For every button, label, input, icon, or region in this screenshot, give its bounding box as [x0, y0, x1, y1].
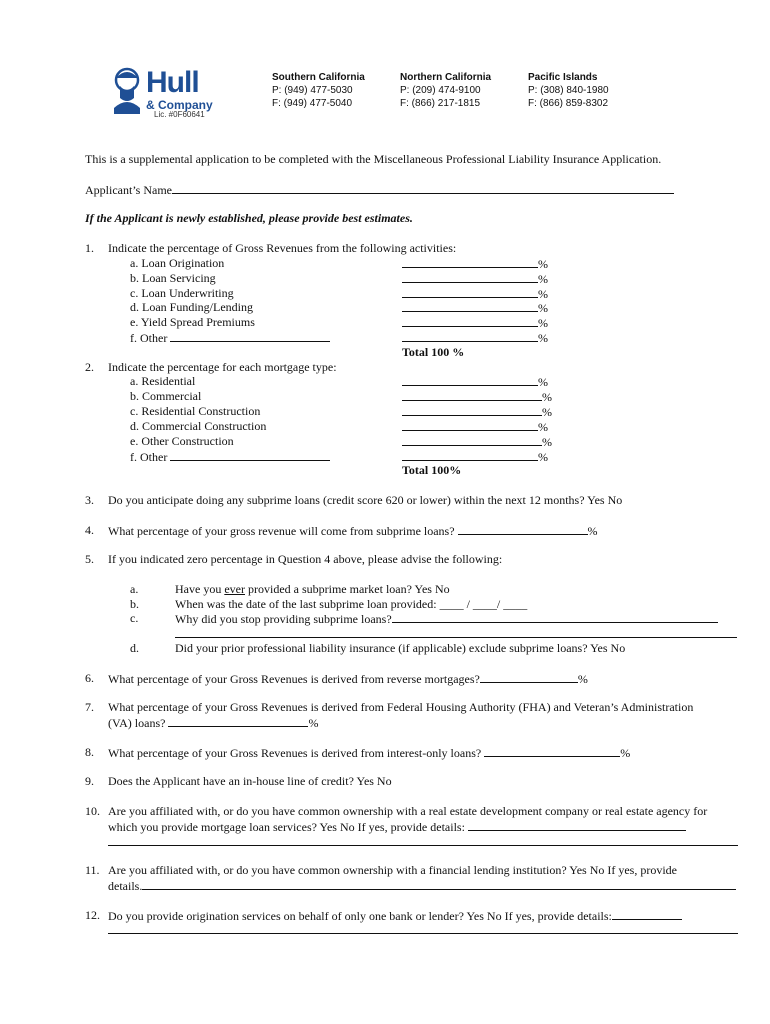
- q2-pct-field[interactable]: [402, 434, 542, 446]
- q2-pct-row: %: [402, 404, 552, 420]
- q11-row: details.: [108, 878, 736, 894]
- q10-second-line: [108, 834, 738, 850]
- q2-number: 2.: [85, 360, 94, 374]
- q5a-row: Have you ever provided a subprime market loan? Yes No: [175, 582, 450, 596]
- q1-pct-field[interactable]: [402, 300, 538, 312]
- q5d-text[interactable]: Did your prior professional liability insurance (if applicable) exclude subprime loans? Yes No: [175, 641, 626, 655]
- q3-number: 3.: [85, 493, 94, 507]
- q1-pct-row: %: [402, 256, 548, 272]
- q12-row: Do you provide origination services on behalf of only one bank or lender? Yes No If yes, provide details:: [108, 908, 682, 924]
- q1-number: 1.: [85, 241, 94, 255]
- q12-details-field[interactable]: [612, 908, 682, 920]
- q5a-yes-no-options[interactable]: provided a subprime market loan? Yes No: [244, 582, 450, 596]
- q1-item: e. Yield Spread Premiums: [130, 315, 255, 329]
- q1-pct-row: %: [402, 300, 548, 316]
- q11-number: 11.: [85, 863, 100, 877]
- applicant-name-label: Applicant’s Name: [85, 183, 172, 197]
- q10-text: Are you affiliated with, or do you have common ownership with a real estate development company or real estate agency for: [108, 804, 708, 818]
- logo-mascot-icon: [108, 64, 146, 114]
- q12-second-line: [108, 922, 738, 938]
- q1-total: Total 100 %: [402, 345, 465, 359]
- q1-text: Indicate the percentage of Gross Revenues from the following activities:: [108, 241, 457, 255]
- q5-number: 5.: [85, 552, 94, 566]
- q1-item: c. Loan Underwriting: [130, 286, 234, 300]
- q2-item: b. Commercial: [130, 389, 202, 403]
- license-number: Lic. #0F60641: [154, 110, 205, 119]
- q6-number: 6.: [85, 671, 94, 685]
- office-pacific-islands: Pacific Islands P: (308) 840-1980 F: (866) 859-8302: [528, 72, 609, 109]
- q12-number: 12.: [85, 908, 100, 922]
- q2-item: e. Other Construction: [130, 434, 234, 448]
- q4-pct-field[interactable]: [458, 523, 588, 535]
- q10-row: which you provide mortgage loan services? Yes No If yes, provide details:: [108, 819, 686, 835]
- q8-pct-field[interactable]: [484, 745, 620, 757]
- q2-pct-row: %: [402, 419, 548, 435]
- q5c-reason-field[interactable]: [392, 611, 718, 623]
- q2-item: a. Residential: [130, 374, 196, 388]
- q2-total: Total 100%: [402, 463, 462, 477]
- q5-text: If you indicated zero percentage in Question 4 above, please advise the following:: [108, 552, 503, 566]
- q2-pct-row: %: [402, 434, 552, 450]
- q9-number: 9.: [85, 774, 94, 788]
- logo-hull-text: Hull: [146, 66, 199, 99]
- estimates-note: If the Applicant is newly established, please provide best estimates.: [85, 211, 413, 225]
- q2-pct-field[interactable]: [402, 449, 538, 461]
- intro-text: This is a supplemental application to be completed with the Miscellaneous Professional Liability Insurance Application.: [85, 152, 662, 166]
- q6-row: What percentage of your Gross Revenues is derived from reverse mortgages? %: [108, 672, 588, 686]
- q6-pct-field[interactable]: [480, 671, 578, 683]
- q1-pct-row: %: [402, 315, 548, 331]
- q1-pct-field[interactable]: [402, 330, 538, 342]
- q5c-reason-field-2[interactable]: [175, 626, 737, 638]
- q1-other-field[interactable]: [170, 330, 330, 342]
- q3-row: Do you anticipate doing any subprime loans (credit score 620 or lower) within the next 12 months? Yes No: [108, 493, 623, 507]
- q2-text: Indicate the percentage for each mortgage type:: [108, 360, 337, 374]
- q7-pct-field[interactable]: [168, 715, 308, 727]
- q2-pct-field[interactable]: [402, 419, 538, 431]
- q1-pct-field[interactable]: [402, 271, 538, 283]
- logo-company-text: & Company: [146, 98, 213, 112]
- q1-item: a. Loan Origination: [130, 256, 225, 270]
- q7-row: (VA) loans? %: [108, 716, 319, 730]
- q2-pct-row: %: [402, 449, 548, 465]
- q10-details-field[interactable]: [468, 819, 686, 831]
- q2-item: c. Residential Construction: [130, 404, 261, 418]
- q9-text[interactable]: Does the Applicant have an in-house line of credit? Yes No: [108, 774, 392, 788]
- q1-pct-field[interactable]: [402, 256, 538, 268]
- q5c-row: Why did you stop providing subprime loans?: [175, 611, 718, 627]
- q5a-label: a.: [130, 582, 139, 596]
- q4-row: What percentage of your gross revenue will come from subprime loans? %: [108, 524, 598, 538]
- q2-other-field[interactable]: [170, 449, 330, 461]
- q1-pct-row: %: [402, 330, 548, 346]
- q11-details-field[interactable]: [142, 878, 736, 890]
- q2-pct-field[interactable]: [402, 389, 542, 401]
- q1-pct-row: %: [402, 286, 548, 302]
- q4-number: 4.: [85, 523, 94, 537]
- q5d-label: d.: [130, 641, 139, 655]
- q8-number: 8.: [85, 745, 94, 759]
- q2-pct-field[interactable]: [402, 374, 538, 386]
- q1-item-other: f. Other: [130, 330, 330, 346]
- q3-yes-no-options[interactable]: Yes No: [584, 493, 623, 507]
- q11-text[interactable]: Are you affiliated with, or do you have common ownership with a financial lending institution? Yes No If yes, provide: [108, 863, 678, 877]
- q2-pct-row: %: [402, 389, 552, 405]
- q5c-label: c.: [130, 611, 139, 625]
- q2-item-other: f. Other: [130, 449, 330, 465]
- q1-item: b. Loan Servicing: [130, 271, 216, 285]
- q5b-text[interactable]: When was the date of the last subprime loan provided: ____ / ____/ ____: [175, 597, 528, 611]
- q2-pct-field[interactable]: [402, 404, 542, 416]
- applicant-name-row: [85, 182, 674, 198]
- q8-row: What percentage of your Gross Revenues is derived from interest-only loans? %: [108, 746, 631, 760]
- q10-number: 10.: [85, 804, 100, 818]
- q2-item: d. Commercial Construction: [130, 419, 267, 433]
- q1-item: d. Loan Funding/Lending: [130, 300, 253, 314]
- q5c-second-line: [175, 626, 737, 642]
- q7-number: 7.: [85, 700, 94, 714]
- q7-text: What percentage of your Gross Revenues is derived from Federal Housing Authority (FHA) and Veteran’s Administration: [108, 700, 694, 714]
- q1-pct-field[interactable]: [402, 315, 538, 327]
- q5b-label: b.: [130, 597, 139, 611]
- q12-details-field-2[interactable]: [108, 922, 738, 934]
- q1-pct-field[interactable]: [402, 286, 538, 298]
- applicant-name-field[interactable]: [172, 182, 674, 194]
- office-southern-california: Southern California P: (949) 477-5030 F: (949) 477-5040: [272, 72, 365, 109]
- q1-pct-row: %: [402, 271, 548, 287]
- office-northern-california: Northern California P: (209) 474-9100 F: (866) 217-1815: [400, 72, 492, 109]
- q2-pct-row: %: [402, 374, 548, 390]
- q10-details-field-2[interactable]: [108, 834, 738, 846]
